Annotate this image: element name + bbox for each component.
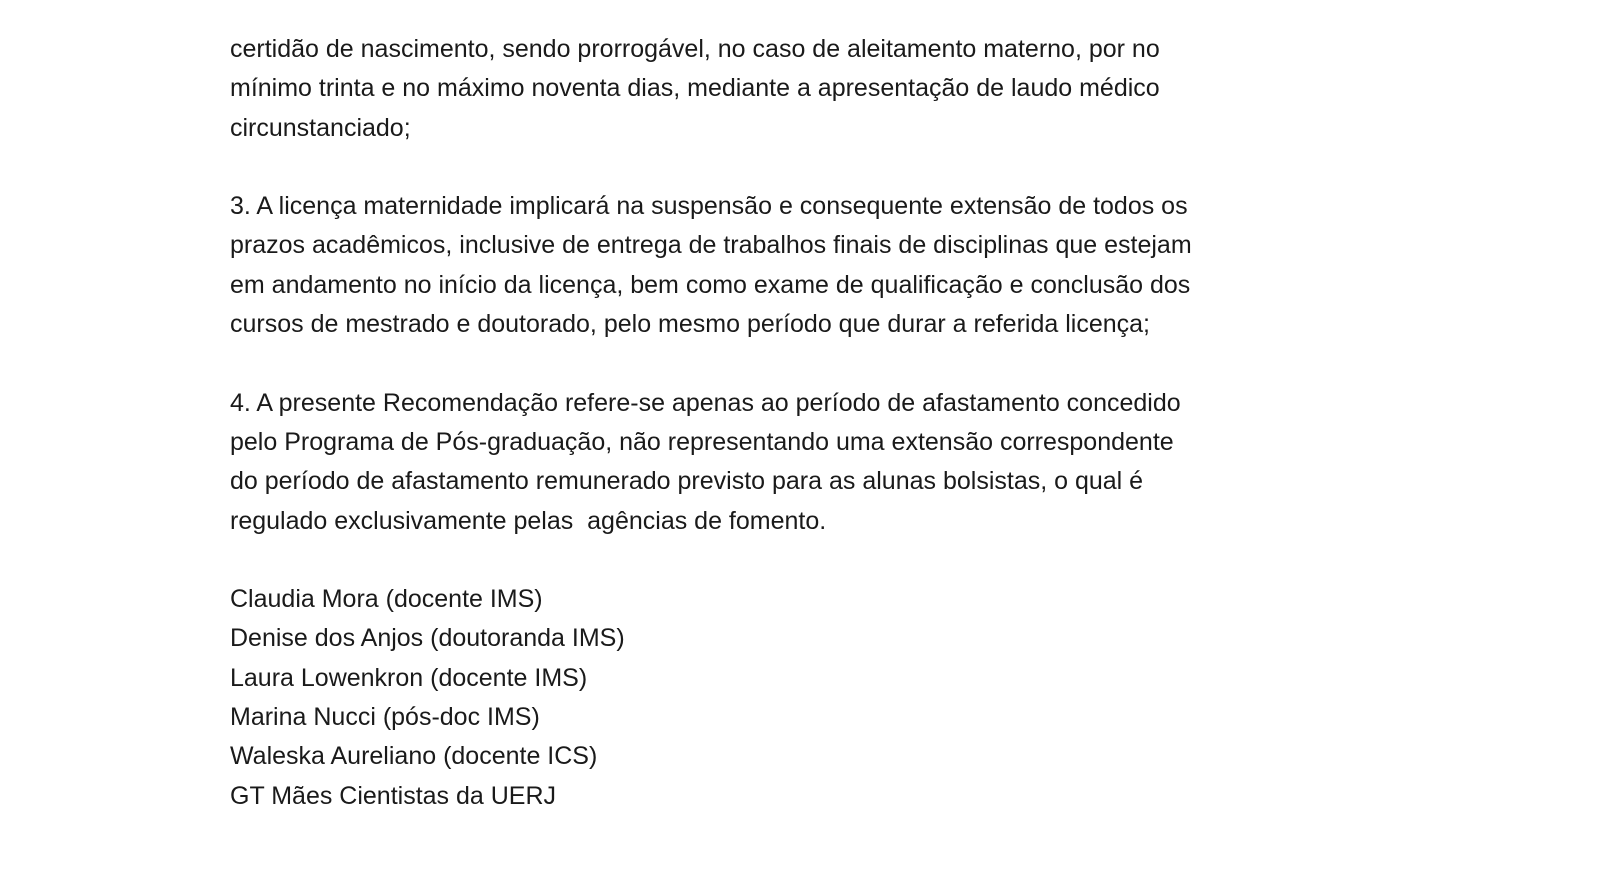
paragraph-spacer bbox=[230, 541, 1390, 580]
paragraph-line: mínimo trinta e no máximo noventa dias, mediante a apresentação de laudo médico bbox=[230, 74, 1160, 103]
intro-paragraph bbox=[230, 30, 1390, 148]
paragraph-line: do período de afastamento remunerado previsto para as alunas bolsistas, o qual é bbox=[230, 467, 1144, 496]
paragraph-line: 3. A licença maternidade implicará na suspensão e consequente extensão de todos os bbox=[230, 192, 1188, 221]
signatory: Claudia Mora (docente IMS) bbox=[230, 585, 543, 614]
paragraph-line: regulado exclusivamente pelas agências de fomento. bbox=[230, 506, 827, 535]
paragraph-spacer bbox=[230, 344, 1390, 383]
paragraph-line: prazos acadêmicos, inclusive de entrega de trabalhos finais de disciplinas que estejam bbox=[230, 231, 1192, 260]
paragraph-line: pelo Programa de Pós-graduação, não representando uma extensão correspondente bbox=[230, 427, 1174, 456]
paragraph-line: certidão de nascimento, sendo prorrogável, no caso de aleitamento materno, por no bbox=[230, 35, 1160, 63]
item-4-paragraph bbox=[230, 384, 1390, 541]
signatory: GT Mães Cientistas da UERJ bbox=[230, 781, 557, 810]
paragraph-line: 4. A presente Recomendação refere-se apenas ao período de afastamento concedido bbox=[230, 388, 1181, 417]
signatory: Marina Nucci (pós-doc IMS) bbox=[230, 703, 540, 732]
paragraph-line: circunstanciado; bbox=[230, 113, 411, 142]
signatory: Waleska Aureliano (docente ICS) bbox=[230, 742, 598, 771]
item-3-paragraph bbox=[230, 187, 1390, 344]
signatories-list bbox=[230, 580, 1390, 816]
document-body bbox=[230, 30, 1390, 816]
paragraph-spacer bbox=[230, 148, 1390, 187]
paragraph-line: em andamento no início da licença, bem como exame de qualificação e conclusão dos bbox=[230, 270, 1191, 299]
signatory: Laura Lowenkron (docente IMS) bbox=[230, 663, 588, 692]
signatory: Denise dos Anjos (doutoranda IMS) bbox=[230, 624, 625, 653]
paragraph-line: cursos de mestrado e doutorado, pelo mesmo período que durar a referida licença; bbox=[230, 310, 1150, 339]
